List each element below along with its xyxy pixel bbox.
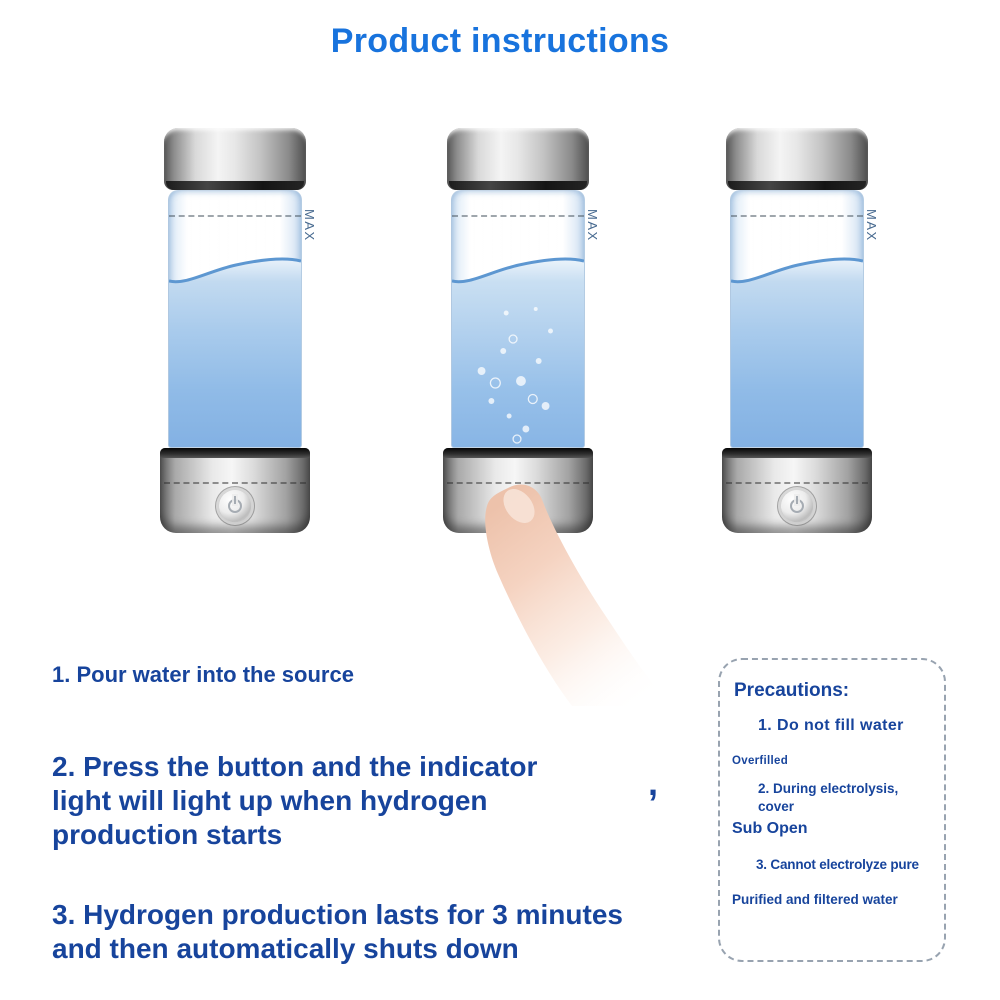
bottle-middle [443, 128, 600, 533]
max-fill-line [169, 215, 301, 217]
step-2-line-2: light will light up when hydrogen [52, 785, 488, 816]
bottle-left [160, 128, 317, 533]
power-icon [228, 499, 242, 513]
bottle-glass [168, 190, 302, 448]
power-button-icon [781, 490, 813, 522]
max-fill-line [731, 215, 863, 217]
precaution-2-line-1: 2. During electrolysis, [758, 781, 899, 796]
precaution-3: 3. Cannot electrolyze pure [756, 857, 919, 872]
precaution-1: 1. Do not fill water [758, 717, 904, 734]
water [169, 251, 301, 447]
water [731, 251, 863, 447]
bottle-base [160, 448, 310, 533]
step-2-line-1: 2. Press the button and the indicator [52, 751, 538, 782]
stray-comma: , [648, 762, 659, 803]
precaution-1-sub: Overfilled [732, 755, 789, 767]
bottle-glass [451, 190, 585, 448]
max-label: MAX [585, 209, 600, 242]
bottle-base [722, 448, 872, 533]
bottle-glass [730, 190, 864, 448]
finger-pressing-button [424, 476, 724, 706]
max-label: MAX [302, 209, 317, 242]
max-fill-line [452, 215, 584, 217]
base-seam-line [164, 482, 306, 484]
bottle-right [722, 128, 879, 533]
precaution-2 [758, 780, 898, 816]
precautions-heading: Precautions: [734, 680, 850, 701]
power-icon [790, 499, 804, 513]
power-button-icon [219, 490, 251, 522]
bottle-cap [164, 128, 306, 190]
page-title: Product instructions [330, 22, 670, 60]
step-2-line-3: production starts [52, 819, 283, 850]
precaution-3-sub: Purified and filtered water [732, 892, 898, 907]
precaution-2-line-2: cover [758, 799, 795, 814]
max-label: MAX [864, 209, 879, 242]
instruction-step-2 [52, 750, 537, 852]
base-seam-line [726, 482, 868, 484]
instruction-step-3 [52, 898, 623, 966]
precautions-box [718, 658, 946, 962]
precaution-2-sub: Sub Open [732, 820, 808, 837]
water-bubbling [452, 251, 584, 447]
step-3-line-2: and then automatically shuts down [52, 933, 519, 964]
step-3-line-1: 3. Hydrogen production lasts for 3 minutes [52, 899, 623, 930]
bottle-cap [726, 128, 868, 190]
bottle-cap [447, 128, 589, 190]
instruction-step-1: 1. Pour water into the source [52, 662, 354, 687]
